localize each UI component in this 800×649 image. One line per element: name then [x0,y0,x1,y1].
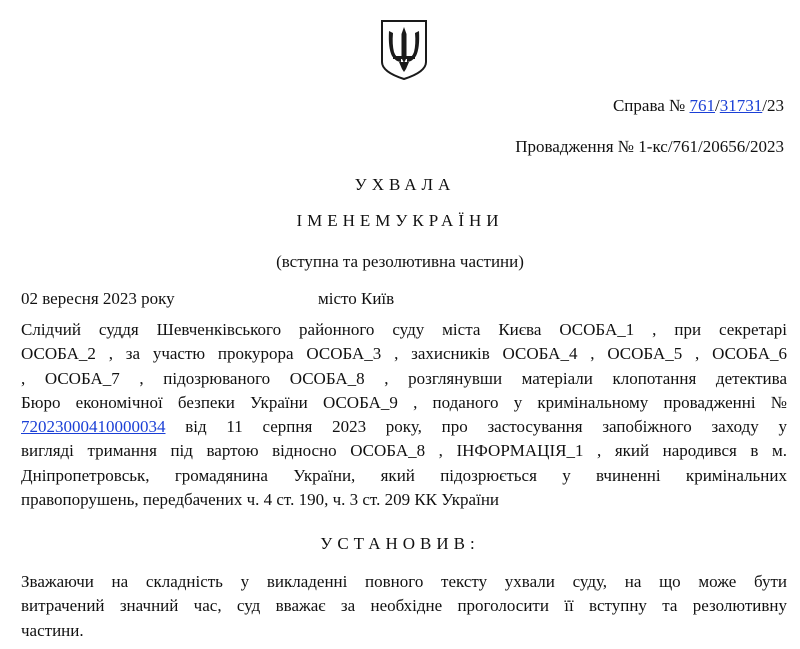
case-link-number[interactable]: 31731 [719,96,763,115]
intro-row: Слідчий суддя Шевченківського районного суду міста Києва ОСОБА_1 , при секретарі [21,320,787,339]
intro-row: ОСОБА_2 , за участю прокурора ОСОБА_3 , захисників ОСОБА_4 , ОСОБА_5 , ОСОБА_6 [21,344,787,364]
case-suffix: /23 [762,96,784,115]
proceeding-number: Провадження № 1-кс/761/20656/2023 [515,137,784,156]
established-row: витрачений значний час, суд вважає за необхідне проголосити її вступну та резолютивну [21,596,787,616]
intro-row [21,415,787,439]
case-separator: / [715,96,720,115]
established-heading: УСТАНОВИВ: [320,534,480,553]
intro-row: , ОСОБА_7 , підозрюваного ОСОБА_8 , розглянувши матеріали клопотання детектива [21,368,787,388]
intro-row: Дніпропетровськ, громадянина України, який підозрюється у вчиненні кримінальних [21,465,787,485]
established-paragraph [21,570,787,643]
intro-row: правопорушень, передбачених ч. 4 ст. 190, ч. 3 ст. 209 КК України [21,490,500,510]
intro-row: вигляді тримання під вартою відносно ОСОБА_8 , ІНФОРМАЦІЯ_1 , який народився в м. [21,441,787,461]
in-the-name-of-ukraine: ІМЕНЕМУКРАЇНИ [296,211,504,230]
ruling-date: 02 вересня 2023 року [21,289,175,308]
intro-row: Бюро економічної безпеки України ОСОБА_9 , поданого у кримінальному провадженні № [21,392,787,412]
intro-paragraph [21,318,787,512]
document-subtitle: (вступна та резолютивна частини) [276,252,524,271]
document-title: УХВАЛА [354,175,456,194]
case-number [613,96,784,116]
case-link-court[interactable]: 761 [689,96,716,115]
established-row: Зважаючи на складність у викладенні повного тексту ухвали суду, на що може бути [21,572,787,591]
established-row: частини. [21,620,84,640]
ukraine-trident-emblem-icon [379,18,429,82]
proceeding-link[interactable]: 72023000410000034 [21,417,166,437]
case-label: Справа № [612,96,690,115]
intro-row-text: від 11 серпня 2023 року, про застосування запобіжного заходу у [165,417,787,437]
ruling-city: місто Київ [318,289,395,308]
